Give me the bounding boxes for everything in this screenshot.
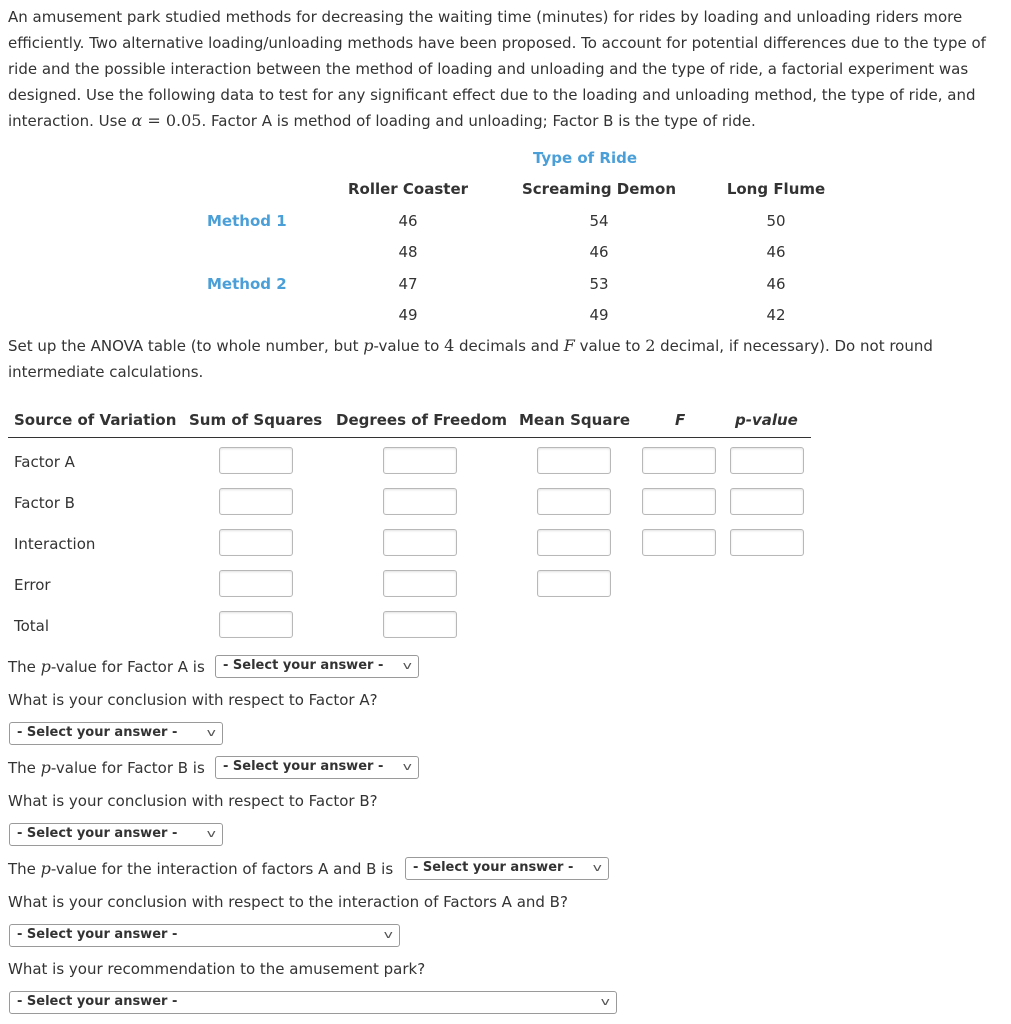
chevron-down-icon: v [403, 760, 413, 773]
header-divider [8, 437, 811, 438]
chevron-down-icon: v [601, 995, 611, 1008]
question-pvalue-factor-b: The p-value for Factor B is [8, 758, 205, 777]
method-1-label: Method 1 [207, 212, 287, 230]
error-ms-input[interactable] [537, 570, 611, 597]
question-conclusion-factor-a: What is your conclusion with respect to Factor A? [8, 691, 378, 709]
factor-a-f-input[interactable] [642, 447, 716, 474]
interaction-ss-input[interactable] [219, 529, 293, 556]
data-cell: 46 [766, 275, 786, 293]
method-2-label: Method 2 [207, 275, 287, 293]
factor-b-df-input[interactable] [383, 488, 457, 515]
data-cell: 46 [766, 243, 786, 261]
factor-b-f-input[interactable] [642, 488, 716, 515]
anova-instructions: Set up the ANOVA table (to whole number, but p-value to 4 decimals and F value to 2 decimal, if necessary). Do not round intermediate calculations. [8, 336, 933, 381]
row-label-interaction: Interaction [14, 535, 96, 553]
total-df-input[interactable] [383, 611, 457, 638]
data-cell: 49 [589, 306, 609, 324]
pvalue-factor-a-select[interactable]: - Select your answer - v [215, 655, 419, 678]
intro-text: An amusement park studied methods for decreasing the waiting time (minutes) for rides by loading and unloading riders more efficiently. Two alternative loading/unloading methods have been proposed. To account for potential differences due to the type of ride and the possible interaction between the method of loading and unloading and the type of ride, a factorial experiment was designed. Use the following data to test for any significant effect due to the loading and unloading method, the type of ride, and interaction. Use [8, 8, 986, 130]
equals-sign: = [142, 111, 166, 130]
chevron-down-icon: v [207, 726, 217, 739]
question-conclusion-factor-b: What is your conclusion with respect to Factor B? [8, 792, 378, 810]
data-cell: 46 [398, 212, 418, 230]
conclusion-factor-a-select[interactable]: - Select your answer - v [9, 722, 223, 745]
data-cell: 47 [398, 275, 418, 293]
data-cell: 46 [589, 243, 609, 261]
data-cell: 53 [589, 275, 609, 293]
data-cell: 50 [766, 212, 786, 230]
total-ss-input[interactable] [219, 611, 293, 638]
question-pvalue-factor-a: The p-value for Factor A is [8, 657, 205, 676]
chevron-down-icon: v [593, 861, 603, 874]
anova-header-pvalue: p-value [735, 411, 798, 429]
chevron-down-icon: v [384, 928, 394, 941]
col-header-long-flume: Long Flume [726, 180, 826, 198]
row-label-factor-a: Factor A [14, 453, 75, 471]
interaction-df-input[interactable] [383, 529, 457, 556]
pvalue-factor-b-select[interactable]: - Select your answer - v [215, 756, 419, 779]
factor-b-ms-input[interactable] [537, 488, 611, 515]
interaction-ms-input[interactable] [537, 529, 611, 556]
row-label-total: Total [14, 617, 50, 635]
question-recommendation: What is your recommendation to the amusement park? [8, 960, 426, 978]
problem-statement [8, 4, 1008, 134]
anova-header-source: Source of Variation [14, 411, 177, 429]
factor-a-ss-input[interactable] [219, 447, 293, 474]
chevron-down-icon: v [207, 827, 217, 840]
col-header-screaming-demon: Screaming Demon [521, 180, 677, 198]
factor-a-pvalue-input[interactable] [730, 447, 804, 474]
col-header-roller-coaster: Roller Coaster [347, 180, 469, 198]
type-of-ride-header: Type of Ride [532, 149, 638, 167]
error-ss-input[interactable] [219, 570, 293, 597]
anova-header-ms: Mean Square [519, 411, 631, 429]
conclusion-interaction-select[interactable]: - Select your answer - v [9, 924, 400, 947]
pvalue-interaction-select[interactable]: - Select your answer - v [405, 857, 609, 880]
factor-b-ss-input[interactable] [219, 488, 293, 515]
anova-header-f: F [675, 411, 686, 429]
data-cell: 49 [398, 306, 418, 324]
question-conclusion-interaction: What is your conclusion with respect to the interaction of Factors A and B? [8, 893, 568, 911]
row-label-error: Error [14, 576, 51, 594]
intro-text-end: . Factor A is method of loading and unloading; Factor B is the type of ride. [201, 112, 756, 130]
factor-a-ms-input[interactable] [537, 447, 611, 474]
interaction-f-input[interactable] [642, 529, 716, 556]
anova-header-df: Degrees of Freedom [336, 411, 508, 429]
factor-b-pvalue-input[interactable] [730, 488, 804, 515]
chevron-down-icon: v [403, 659, 413, 672]
anova-header-ss: Sum of Squares [189, 411, 323, 429]
conclusion-factor-b-select[interactable]: - Select your answer - v [9, 823, 223, 846]
recommendation-select[interactable]: - Select your answer - v [9, 991, 617, 1014]
alpha-value: 0.05 [165, 111, 202, 130]
data-cell: 48 [398, 243, 418, 261]
error-df-input[interactable] [383, 570, 457, 597]
data-cell: 42 [766, 306, 786, 324]
question-pvalue-interaction: The p-value for the interaction of factors A and B is [8, 859, 394, 878]
alpha-symbol: α [131, 111, 143, 130]
factor-a-df-input[interactable] [383, 447, 457, 474]
interaction-pvalue-input[interactable] [730, 529, 804, 556]
row-label-factor-b: Factor B [14, 494, 75, 512]
data-cell: 54 [589, 212, 609, 230]
